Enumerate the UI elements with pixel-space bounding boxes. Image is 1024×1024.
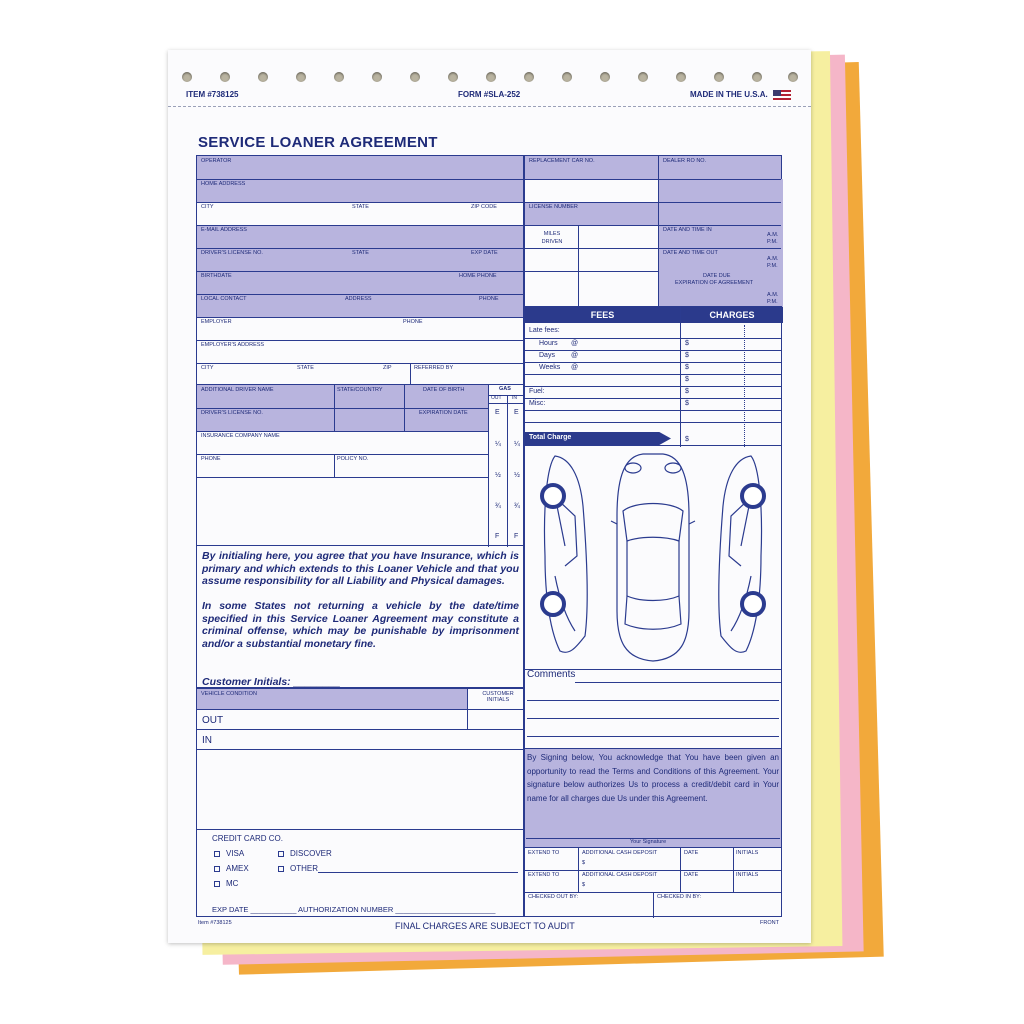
form-title: SERVICE LOANER AGREEMENT bbox=[198, 134, 438, 151]
weeks-at: @ bbox=[571, 364, 579, 371]
checked-in-by-field[interactable]: CHECKED IN BY: bbox=[657, 894, 702, 900]
fuel-charge-field[interactable]: $ bbox=[685, 388, 689, 395]
operator-section bbox=[196, 155, 524, 385]
drivers-license-field[interactable]: DRIVER'S LICENSE NO. bbox=[201, 250, 263, 256]
gas-out-half[interactable]: ½ bbox=[495, 472, 501, 479]
deposit-dollar-1: $ bbox=[582, 860, 586, 866]
punch-hole bbox=[600, 72, 610, 82]
fees-header: FEES bbox=[525, 307, 680, 323]
punch-hole bbox=[752, 72, 762, 82]
gas-out-quarter[interactable]: ¼ bbox=[495, 441, 501, 448]
other-line bbox=[318, 872, 518, 873]
employer-city-field[interactable]: CITY bbox=[201, 365, 214, 371]
date-time-out-field[interactable]: DATE AND TIME OUT bbox=[663, 250, 718, 256]
expiration-agreement-label: EXPIRATION OF AGREEMENT bbox=[675, 280, 754, 286]
employer-zip-field[interactable]: ZIP bbox=[383, 365, 392, 371]
additional-driver-field[interactable]: ADDITIONAL DRIVER NAME bbox=[201, 387, 274, 393]
state-field[interactable]: STATE bbox=[352, 204, 369, 210]
other-label: OTHER bbox=[290, 864, 318, 873]
comments-label: Comments bbox=[527, 669, 576, 680]
gas-in-half[interactable]: ½ bbox=[514, 472, 520, 479]
time-out-am[interactable]: A.M. bbox=[767, 256, 779, 262]
days-charge-field[interactable]: $ bbox=[685, 352, 689, 359]
employers-address-field[interactable]: EMPLOYER'S ADDRESS bbox=[201, 342, 265, 348]
date-of-birth-field[interactable]: DATE OF BIRTH bbox=[423, 387, 465, 393]
gas-out-full[interactable]: F bbox=[495, 533, 500, 540]
amex-checkbox[interactable] bbox=[214, 864, 249, 873]
made-in-usa: MADE IN THE U.S.A. bbox=[690, 90, 768, 99]
operator-field[interactable]: OPERATOR bbox=[201, 158, 232, 164]
home-address-field[interactable]: HOME ADDRESS bbox=[201, 181, 246, 187]
gas-out-e[interactable]: E bbox=[495, 409, 500, 416]
comments-section[interactable] bbox=[524, 669, 782, 749]
charges-header: CHARGES bbox=[681, 307, 783, 323]
insurance-disclaimer: By initialing here, you agree that you have Insurance, which is primary and which extends to this Loaner Vehicle and that you assume responsibility for all Liability and Physical damages. bbox=[202, 550, 519, 587]
gas-in-label: IN bbox=[512, 395, 517, 401]
punch-hole bbox=[372, 72, 382, 82]
punch-hole bbox=[334, 72, 344, 82]
item-number: ITEM #738125 bbox=[186, 90, 239, 99]
time-in-am[interactable]: A.M. bbox=[767, 232, 779, 238]
punch-hole bbox=[410, 72, 420, 82]
perforation-line bbox=[168, 106, 811, 107]
local-contact-field[interactable]: LOCAL CONTACT bbox=[201, 296, 247, 302]
car-outline-diagram[interactable] bbox=[525, 446, 781, 669]
checkbox-icon bbox=[278, 866, 284, 872]
visa-label: VISA bbox=[226, 849, 245, 858]
weeks-charge-field[interactable]: $ bbox=[685, 364, 689, 371]
fuel-label: Fuel: bbox=[529, 388, 545, 395]
binding-holes bbox=[168, 72, 811, 86]
vehicle-info-section bbox=[524, 155, 782, 307]
card-exp-date-field[interactable]: EXP DATE ___________ bbox=[212, 905, 297, 914]
extend-date-field-2[interactable]: DATE bbox=[684, 872, 699, 878]
amex-label: AMEX bbox=[226, 864, 249, 873]
birthdate-field[interactable]: BIRTHDATE bbox=[201, 273, 232, 279]
hours-at: @ bbox=[571, 340, 579, 347]
customer-initials-label: CUSTOMER INITIALS bbox=[482, 691, 514, 703]
referred-by-field[interactable]: REFERRED BY bbox=[414, 365, 454, 371]
fees-section bbox=[524, 306, 782, 446]
gas-in-quarter[interactable]: ¼ bbox=[514, 441, 520, 448]
due-pm[interactable]: P.M. bbox=[767, 299, 778, 305]
condition-in-field[interactable]: IN bbox=[202, 735, 212, 746]
form-page bbox=[168, 50, 811, 943]
gas-in-e[interactable]: E bbox=[514, 409, 519, 416]
form-number: FORM #SLA-252 bbox=[458, 90, 521, 99]
license-state-field[interactable]: STATE bbox=[352, 250, 369, 256]
other-checkbox[interactable] bbox=[278, 864, 318, 873]
deposit-dollar-2: $ bbox=[582, 882, 586, 888]
punch-hole bbox=[220, 72, 230, 82]
checked-out-by-field[interactable]: CHECKED OUT BY: bbox=[528, 894, 579, 900]
late-return-disclaimer: In some States not returning a vehicle by the date/time specified in this Service Loaner Agreement may constitute a criminal offense, which may be punishable by imprisonment and/or a substantial monetary fine. bbox=[202, 600, 519, 650]
hours-charge-field[interactable]: $ bbox=[685, 340, 689, 347]
additional-driver-section bbox=[196, 384, 524, 546]
employer-field[interactable]: EMPLOYER bbox=[201, 319, 232, 325]
checkbox-icon bbox=[214, 851, 220, 857]
insurance-company-field[interactable]: INSURANCE COMPANY NAME bbox=[201, 433, 280, 439]
gas-in-three-quarter[interactable]: ¾ bbox=[514, 503, 520, 510]
discover-label: DISCOVER bbox=[290, 849, 332, 858]
customer-initials-field[interactable]: Customer Initials: ________ bbox=[202, 676, 341, 688]
punch-hole bbox=[562, 72, 572, 82]
punch-hole bbox=[524, 72, 534, 82]
city-field[interactable]: CITY bbox=[201, 204, 214, 210]
punch-hole bbox=[638, 72, 648, 82]
total-charge-field[interactable]: $ bbox=[685, 436, 689, 443]
punch-hole bbox=[182, 72, 192, 82]
checkbox-icon bbox=[214, 881, 220, 887]
extend-initials-field-2[interactable]: INITIALS bbox=[736, 872, 759, 878]
days-at: @ bbox=[571, 352, 579, 359]
time-out-pm[interactable]: P.M. bbox=[767, 263, 778, 269]
email-field[interactable]: E-MAIL ADDRESS bbox=[201, 227, 247, 233]
punch-hole bbox=[448, 72, 458, 82]
us-flag-icon bbox=[773, 90, 791, 102]
signing-acknowledgement: By Signing below, You acknowledge that You have been given an opportunity to read the Terms and Conditions of this Agreement. Your signature below authorizes Us to process a credit/debit card in Your name for all charges due Us under this Agreement. bbox=[527, 753, 779, 803]
mc-label: MC bbox=[226, 879, 239, 888]
misc-charge-field[interactable]: $ bbox=[685, 400, 689, 407]
total-charge-label: Total Charge bbox=[529, 434, 572, 441]
insurance-phone-field[interactable]: PHONE bbox=[201, 456, 221, 462]
hours-label: Hours bbox=[539, 340, 558, 347]
additional-deposit-field-1[interactable]: ADDITIONAL CASH DEPOSIT bbox=[582, 850, 658, 856]
time-in-pm[interactable]: P.M. bbox=[767, 239, 778, 245]
date-due-label: DATE DUE bbox=[703, 273, 731, 279]
audit-notice: FINAL CHARGES ARE SUBJECT TO AUDIT bbox=[395, 921, 575, 931]
footer-item-number: Item #738125 bbox=[198, 920, 232, 926]
misc-label: Misc: bbox=[529, 400, 546, 407]
gas-out-label: OUT bbox=[491, 395, 502, 401]
gas-label: GAS bbox=[499, 386, 511, 392]
contact-address-field[interactable]: ADDRESS bbox=[345, 296, 372, 302]
additional-deposit-field-2[interactable]: ADDITIONAL CASH DEPOSIT bbox=[582, 872, 658, 878]
days-label: Days bbox=[539, 352, 555, 359]
contact-phone-field[interactable]: PHONE bbox=[479, 296, 499, 302]
visa-checkbox[interactable] bbox=[214, 849, 244, 858]
vehicle-condition-section bbox=[196, 688, 524, 830]
extension-section bbox=[524, 847, 782, 917]
condition-out-field[interactable]: OUT bbox=[202, 715, 224, 726]
extra-charge-field[interactable]: $ bbox=[685, 376, 689, 383]
driver2-license-field[interactable]: DRIVER'S LICENSE NO. bbox=[201, 410, 263, 416]
vehicle-damage-diagram bbox=[524, 445, 782, 670]
zip-code-field[interactable]: ZIP CODE bbox=[471, 204, 497, 210]
your-signature-label: Your Signature bbox=[630, 839, 667, 845]
credit-card-co-label: CREDIT CARD CO. bbox=[212, 834, 283, 843]
extend-initials-field-1[interactable]: INITIALS bbox=[736, 850, 759, 856]
checkbox-icon bbox=[278, 851, 284, 857]
gas-in-full[interactable]: F bbox=[514, 533, 519, 540]
gas-out-three-quarter[interactable]: ¾ bbox=[495, 503, 501, 510]
extend-to-field-1[interactable]: EXTEND TO bbox=[528, 850, 560, 856]
driver2-expiration-field[interactable]: EXPIRATION DATE bbox=[419, 410, 468, 416]
late-fees-label: Late fees: bbox=[529, 327, 560, 334]
date-time-in-field[interactable]: DATE AND TIME IN bbox=[663, 227, 712, 233]
state-country-field[interactable]: STATE/COUNTRY bbox=[337, 387, 383, 393]
punch-hole bbox=[714, 72, 724, 82]
employer-phone-field[interactable]: PHONE bbox=[403, 319, 423, 325]
front-label: FRONT bbox=[760, 920, 779, 926]
punch-hole bbox=[296, 72, 306, 82]
policy-no-field[interactable]: POLICY NO. bbox=[337, 456, 369, 462]
miles-driven-label: MILES DRIVEN bbox=[541, 231, 563, 245]
exp-date-field[interactable]: EXP DATE bbox=[471, 250, 498, 256]
punch-hole bbox=[676, 72, 686, 82]
home-phone-field[interactable]: HOME PHONE bbox=[459, 273, 497, 279]
employer-state-field[interactable]: STATE bbox=[297, 365, 314, 371]
punch-hole bbox=[788, 72, 798, 82]
authorization-number-field[interactable]: AUTHORIZATION NUMBER ________________________ bbox=[298, 905, 496, 914]
extend-date-field-1[interactable]: DATE bbox=[684, 850, 699, 856]
punch-hole bbox=[486, 72, 496, 82]
due-am[interactable]: A.M. bbox=[767, 292, 779, 298]
vehicle-condition-label: VEHICLE CONDITION bbox=[201, 691, 257, 697]
mc-checkbox[interactable] bbox=[214, 879, 238, 888]
punch-hole bbox=[258, 72, 268, 82]
weeks-label: Weeks bbox=[539, 364, 561, 371]
replacement-car-field[interactable]: REPLACEMENT CAR NO. bbox=[529, 158, 595, 164]
license-number-field[interactable]: LICENSE NUMBER bbox=[529, 204, 578, 210]
checkbox-icon bbox=[214, 866, 220, 872]
dealer-ro-field[interactable]: DEALER RO NO. bbox=[663, 158, 707, 164]
discover-checkbox[interactable] bbox=[278, 849, 332, 858]
extend-to-field-2[interactable]: EXTEND TO bbox=[528, 872, 560, 878]
